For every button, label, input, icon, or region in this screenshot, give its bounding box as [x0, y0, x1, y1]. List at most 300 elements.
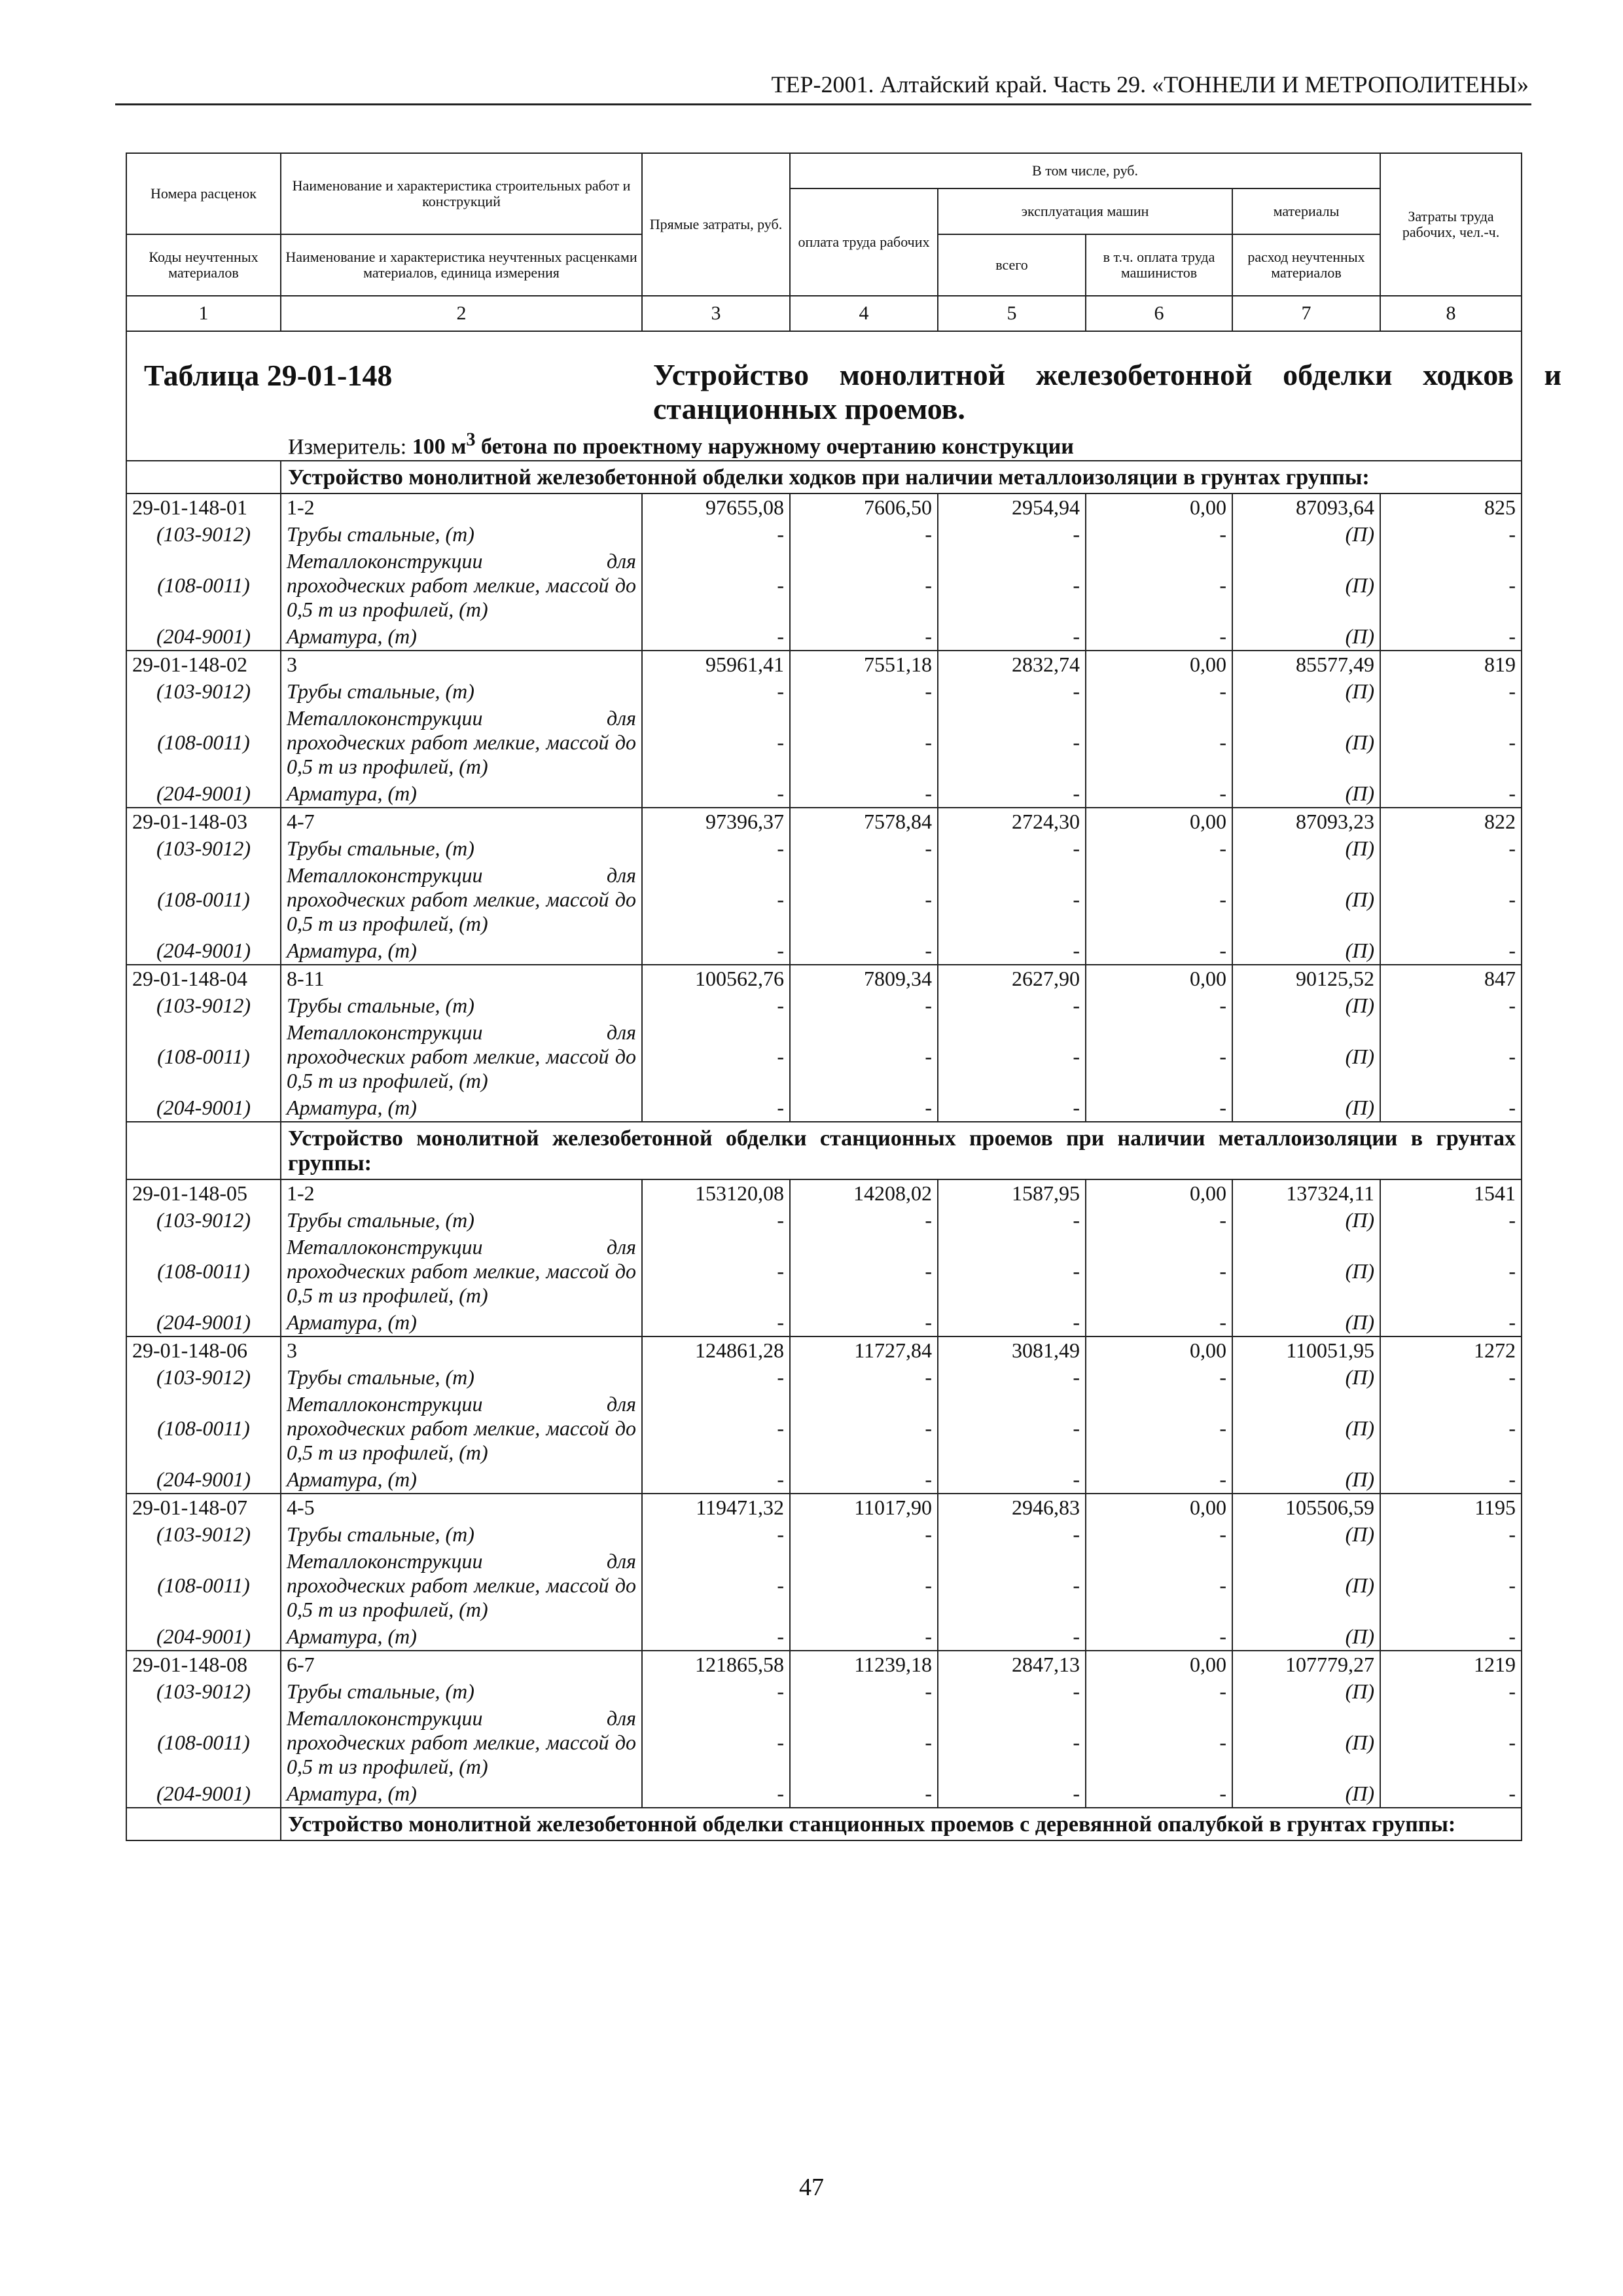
material-dash: -: [1086, 548, 1232, 623]
header-work-name: Наименование и характеристика строительных работ и конструкций: [281, 153, 642, 234]
material-name: Металлоконструкции для проходческих работ мелкие, массой до 0,5 т из профилей, (т): [281, 1705, 642, 1780]
material-row: [126, 521, 1522, 548]
material-code: (103-9012): [126, 992, 281, 1019]
material-row: [126, 1623, 1522, 1651]
material-row: [126, 1780, 1522, 1808]
material-name: Арматура, (т): [281, 1309, 642, 1336]
material-dash: -: [938, 1207, 1086, 1234]
header-machinists-pay: в т.ч. оплата труда машинистов: [1086, 234, 1232, 296]
column-numbers-row: [126, 296, 1522, 331]
material-row: [126, 1019, 1522, 1094]
material-dash: -: [642, 1234, 790, 1309]
material-row: [126, 862, 1522, 937]
material-dash: -: [642, 1094, 790, 1122]
material-dash: -: [790, 862, 938, 937]
material-dash: -: [790, 623, 938, 651]
material-name: Металлоконструкции для проходческих работ мелкие, массой до 0,5 т из профилей, (т): [281, 1234, 642, 1309]
material-code: (103-9012): [126, 1207, 281, 1234]
machines-total-value: 2946,83: [938, 1494, 1086, 1521]
rate-row: [126, 965, 1522, 992]
material-dash: -: [790, 1466, 938, 1494]
machinists-pay-value: 0,00: [1086, 808, 1232, 835]
material-dash: -: [1380, 705, 1522, 780]
worker-pay-value: 11239,18: [790, 1651, 938, 1678]
direct-costs-value: 124861,28: [642, 1336, 790, 1364]
table-title-cell: [126, 331, 1561, 461]
material-dash: -: [938, 1705, 1086, 1780]
material-row: [126, 1548, 1522, 1623]
labor-costs-value: 1272: [1380, 1336, 1522, 1364]
material-mark: (П): [1232, 1521, 1380, 1548]
material-dash: -: [642, 1391, 790, 1466]
material-mark: (П): [1232, 1207, 1380, 1234]
material-dash: -: [642, 705, 790, 780]
machines-total-value: 2954,94: [938, 493, 1086, 521]
material-dash: -: [938, 780, 1086, 808]
material-dash: -: [1086, 521, 1232, 548]
material-dash: -: [1086, 1678, 1232, 1705]
material-dash: -: [642, 937, 790, 965]
material-row: [126, 1234, 1522, 1309]
labor-costs-value: 847: [1380, 965, 1522, 992]
machines-total-value: 3081,49: [938, 1336, 1086, 1364]
section-title: Устройство монолитной железобетонной обделки станционных проемов при наличии металлоизоляции в грунтах группы:: [281, 1122, 1522, 1179]
material-dash: -: [938, 1466, 1086, 1494]
column-number: 3: [642, 296, 790, 331]
material-row: [126, 678, 1522, 705]
machines-total-value: 2847,13: [938, 1651, 1086, 1678]
material-dash: -: [1380, 521, 1522, 548]
material-dash: -: [938, 1623, 1086, 1651]
material-dash: -: [1380, 1678, 1522, 1705]
section-title-row: [126, 1122, 1522, 1179]
material-mark: (П): [1232, 1234, 1380, 1309]
material-mark: (П): [1232, 1364, 1380, 1391]
material-row: [126, 705, 1522, 780]
table-unit: [288, 430, 1074, 459]
machinists-pay-value: 0,00: [1086, 1494, 1232, 1521]
material-dash: -: [1086, 835, 1232, 862]
header-materials: материалы: [1232, 188, 1380, 234]
rate-code: 29-01-148-03: [126, 808, 281, 835]
material-mark: (П): [1232, 1623, 1380, 1651]
material-row: [126, 548, 1522, 623]
material-dash: -: [790, 1364, 938, 1391]
material-dash: -: [790, 992, 938, 1019]
material-name: Металлоконструкции для проходческих работ мелкие, массой до 0,5 т из профилей, (т): [281, 1391, 642, 1466]
machinists-pay-value: 0,00: [1086, 1651, 1232, 1678]
material-row: [126, 1466, 1522, 1494]
material-code: (108-0011): [126, 705, 281, 780]
machinists-pay-value: 0,00: [1086, 965, 1232, 992]
worker-pay-value: 7809,34: [790, 965, 938, 992]
material-name: Трубы стальные, (т): [281, 521, 642, 548]
direct-costs-value: 153120,08: [642, 1179, 790, 1207]
material-dash: -: [1380, 1521, 1522, 1548]
material-dash: -: [642, 835, 790, 862]
machinists-pay-value: 0,00: [1086, 651, 1232, 678]
material-mark: (П): [1232, 1548, 1380, 1623]
material-dash: -: [790, 1548, 938, 1623]
machines-total-value: 2724,30: [938, 808, 1086, 835]
material-dash: -: [642, 548, 790, 623]
material-mark: (П): [1232, 1780, 1380, 1808]
page-number: 47: [799, 2174, 824, 2201]
material-dash: -: [938, 1678, 1086, 1705]
material-mark: (П): [1232, 1391, 1380, 1466]
material-dash: -: [938, 1521, 1086, 1548]
material-code: (103-9012): [126, 1521, 281, 1548]
rate-row: [126, 1651, 1522, 1678]
material-dash: -: [1086, 1309, 1232, 1336]
material-code: (204-9001): [126, 1466, 281, 1494]
material-row: [126, 780, 1522, 808]
materials-value: 105506,59: [1232, 1494, 1380, 1521]
material-name: Металлоконструкции для проходческих работ мелкие, массой до 0,5 т из профилей, (т): [281, 1019, 642, 1094]
material-dash: -: [1380, 1309, 1522, 1336]
rate-soil-group: 4-7: [281, 808, 642, 835]
material-code: (108-0011): [126, 1234, 281, 1309]
material-dash: -: [790, 678, 938, 705]
material-code: (103-9012): [126, 678, 281, 705]
header-labor-costs: Затраты труда рабочих, чел.-ч.: [1380, 153, 1522, 296]
material-mark: (П): [1232, 1094, 1380, 1122]
material-dash: -: [938, 1364, 1086, 1391]
page-header: [115, 69, 1531, 105]
material-code: (204-9001): [126, 1623, 281, 1651]
rate-soil-group: 1-2: [281, 1179, 642, 1207]
material-mark: (П): [1232, 623, 1380, 651]
material-dash: -: [938, 937, 1086, 965]
material-dash: -: [790, 1094, 938, 1122]
material-mark: (П): [1232, 548, 1380, 623]
labor-costs-value: 1219: [1380, 1651, 1522, 1678]
material-name: Арматура, (т): [281, 1780, 642, 1808]
section-spacer: [126, 1122, 281, 1179]
worker-pay-value: 7578,84: [790, 808, 938, 835]
labor-costs-value: 825: [1380, 493, 1522, 521]
direct-costs-value: 95961,41: [642, 651, 790, 678]
material-code: (204-9001): [126, 623, 281, 651]
material-dash: -: [790, 1623, 938, 1651]
materials-value: 87093,23: [1232, 808, 1380, 835]
material-name: Трубы стальные, (т): [281, 1207, 642, 1234]
column-number: 8: [1380, 296, 1522, 331]
material-dash: -: [642, 678, 790, 705]
materials-value: 110051,95: [1232, 1336, 1380, 1364]
material-dash: -: [790, 1521, 938, 1548]
material-dash: -: [642, 1623, 790, 1651]
material-dash: -: [790, 1705, 938, 1780]
material-dash: -: [938, 1391, 1086, 1466]
material-dash: -: [1086, 1019, 1232, 1094]
material-row: [126, 835, 1522, 862]
material-dash: -: [1086, 1466, 1232, 1494]
material-dash: -: [1380, 1705, 1522, 1780]
worker-pay-value: 7606,50: [790, 493, 938, 521]
material-dash: -: [938, 548, 1086, 623]
material-row: [126, 992, 1522, 1019]
material-name: Трубы стальные, (т): [281, 992, 642, 1019]
material-dash: -: [1380, 835, 1522, 862]
rate-soil-group: 3: [281, 1336, 642, 1364]
rate-row: [126, 1179, 1522, 1207]
column-number: 1: [126, 296, 281, 331]
material-row: [126, 1678, 1522, 1705]
materials-value: 85577,49: [1232, 651, 1380, 678]
material-dash: -: [642, 862, 790, 937]
material-dash: -: [1380, 1466, 1522, 1494]
material-dash: -: [642, 1705, 790, 1780]
material-dash: -: [642, 1548, 790, 1623]
material-code: (204-9001): [126, 780, 281, 808]
material-mark: (П): [1232, 937, 1380, 965]
direct-costs-value: 97655,08: [642, 493, 790, 521]
material-dash: -: [790, 548, 938, 623]
material-dash: -: [1380, 623, 1522, 651]
material-name: Арматура, (т): [281, 937, 642, 965]
labor-costs-value: 822: [1380, 808, 1522, 835]
unit-value: 100 $м^3$ бетона по проектному наружному очертанию конструкции: [412, 430, 1074, 459]
material-name: Металлоконструкции для проходческих работ мелкие, массой до 0,5 т из профилей, (т): [281, 862, 642, 937]
worker-pay-value: 14208,02: [790, 1179, 938, 1207]
rate-code: 29-01-148-04: [126, 965, 281, 992]
material-code: (204-9001): [126, 1780, 281, 1808]
direct-costs-value: 119471,32: [642, 1494, 790, 1521]
material-dash: -: [1086, 623, 1232, 651]
header-material-names: Наименование и характеристика неучтенных расценками материалов, единица измерения: [281, 234, 642, 296]
material-row: [126, 1705, 1522, 1780]
header-direct-costs: Прямые затраты, руб.: [642, 153, 790, 296]
material-name: Арматура, (т): [281, 623, 642, 651]
rate-code: 29-01-148-01: [126, 493, 281, 521]
machines-total-value: 2627,90: [938, 965, 1086, 992]
material-dash: -: [1380, 780, 1522, 808]
material-dash: -: [938, 1309, 1086, 1336]
material-dash: -: [1380, 862, 1522, 937]
material-name: Арматура, (т): [281, 1466, 642, 1494]
material-row: [126, 1094, 1522, 1122]
rates-table: [126, 152, 1561, 1841]
header-worker-pay: оплата труда рабочих: [790, 188, 938, 296]
material-dash: -: [790, 1019, 938, 1094]
material-dash: -: [938, 623, 1086, 651]
rate-soil-group: 3: [281, 651, 642, 678]
direct-costs-value: 100562,76: [642, 965, 790, 992]
labor-costs-value: 1541: [1380, 1179, 1522, 1207]
header-rate-number: Номера расценок: [126, 153, 281, 234]
machinists-pay-value: 0,00: [1086, 493, 1232, 521]
material-dash: -: [1380, 678, 1522, 705]
header-material-codes: Коды неучтенных материалов: [126, 234, 281, 296]
material-code: (204-9001): [126, 937, 281, 965]
column-number: 2: [281, 296, 642, 331]
material-dash: -: [642, 1309, 790, 1336]
material-dash: -: [1086, 1364, 1232, 1391]
material-dash: -: [1086, 1207, 1232, 1234]
material-row: [126, 623, 1522, 651]
material-row: [126, 1521, 1522, 1548]
section-title-row: [126, 461, 1522, 493]
rate-soil-group: 8-11: [281, 965, 642, 992]
material-dash: -: [1086, 1548, 1232, 1623]
material-dash: -: [1380, 1780, 1522, 1808]
material-dash: -: [1380, 1548, 1522, 1623]
material-dash: -: [790, 1207, 938, 1234]
material-row: [126, 1207, 1522, 1234]
material-dash: -: [938, 1234, 1086, 1309]
material-dash: -: [1380, 1207, 1522, 1234]
material-dash: -: [1380, 1391, 1522, 1466]
page-header-text: ТЕР-2001. Алтайский край. Часть 29. «ТОННЕЛИ И МЕТРОПОЛИТЕНЫ»: [771, 71, 1529, 98]
rate-soil-group: 4-5: [281, 1494, 642, 1521]
material-dash: -: [642, 521, 790, 548]
column-number: 7: [1232, 296, 1380, 331]
machinists-pay-value: 0,00: [1086, 1179, 1232, 1207]
material-dash: -: [642, 1678, 790, 1705]
material-row: [126, 1391, 1522, 1466]
material-dash: -: [642, 1780, 790, 1808]
material-dash: -: [1380, 548, 1522, 623]
material-name: Трубы стальные, (т): [281, 678, 642, 705]
material-dash: -: [1380, 937, 1522, 965]
material-name: Арматура, (т): [281, 1623, 642, 1651]
material-mark: (П): [1232, 1019, 1380, 1094]
material-dash: -: [938, 1780, 1086, 1808]
material-mark: (П): [1232, 678, 1380, 705]
material-name: Трубы стальные, (т): [281, 1521, 642, 1548]
materials-value: 90125,52: [1232, 965, 1380, 992]
column-number: 6: [1086, 296, 1232, 331]
section-spacer: [126, 461, 281, 493]
material-row: [126, 1364, 1522, 1391]
material-code: (108-0011): [126, 548, 281, 623]
material-mark: (П): [1232, 1466, 1380, 1494]
material-dash: -: [1086, 780, 1232, 808]
machines-total-value: 1587,95: [938, 1179, 1086, 1207]
labor-costs-value: 1195: [1380, 1494, 1522, 1521]
material-dash: -: [1086, 705, 1232, 780]
material-dash: -: [790, 937, 938, 965]
table-name: Устройство монолитной железобетонной обделки ходков и станционных проемов.: [653, 358, 1561, 425]
material-dash: -: [642, 1521, 790, 1548]
material-dash: -: [938, 992, 1086, 1019]
material-dash: -: [790, 705, 938, 780]
material-mark: (П): [1232, 992, 1380, 1019]
materials-value: 107779,27: [1232, 1651, 1380, 1678]
rate-code: 29-01-148-08: [126, 1651, 281, 1678]
material-dash: -: [1380, 1234, 1522, 1309]
material-dash: -: [642, 1364, 790, 1391]
material-dash: -: [1086, 862, 1232, 937]
section-title: Устройство монолитной железобетонной обделки ходков при наличии металлоизоляции в грунтах группы:: [281, 461, 1522, 493]
material-name: Трубы стальные, (т): [281, 1364, 642, 1391]
material-name: Арматура, (т): [281, 1094, 642, 1122]
rate-row: [126, 1336, 1522, 1364]
material-dash: -: [790, 521, 938, 548]
material-code: (103-9012): [126, 1364, 281, 1391]
materials-value: 137324,11: [1232, 1179, 1380, 1207]
materials-value: 87093,64: [1232, 493, 1380, 521]
material-code: (204-9001): [126, 1094, 281, 1122]
material-mark: (П): [1232, 1678, 1380, 1705]
rate-row: [126, 1494, 1522, 1521]
material-dash: -: [790, 835, 938, 862]
material-code: (108-0011): [126, 1391, 281, 1466]
labor-costs-value: 819: [1380, 651, 1522, 678]
material-dash: -: [790, 1309, 938, 1336]
rate-soil-group: 1-2: [281, 493, 642, 521]
material-dash: -: [642, 1466, 790, 1494]
material-dash: -: [1086, 992, 1232, 1019]
table-number: Таблица 29-01-148: [144, 359, 393, 392]
material-dash: -: [1380, 1019, 1522, 1094]
material-row: [126, 937, 1522, 965]
header-machines: эксплуатация машин: [938, 188, 1232, 234]
material-row: [126, 1309, 1522, 1336]
rate-code: 29-01-148-02: [126, 651, 281, 678]
material-dash: -: [642, 780, 790, 808]
material-mark: (П): [1232, 705, 1380, 780]
material-dash: -: [790, 1234, 938, 1309]
material-name: Металлоконструкции для проходческих работ мелкие, массой до 0,5 т из профилей, (т): [281, 1548, 642, 1623]
material-mark: (П): [1232, 521, 1380, 548]
material-dash: -: [790, 1678, 938, 1705]
section-title: Устройство монолитной железобетонной обделки станционных проемов с деревянной опалубкой в грунтах группы:: [281, 1808, 1522, 1840]
material-dash: -: [642, 1207, 790, 1234]
material-dash: -: [790, 780, 938, 808]
material-dash: -: [1380, 1094, 1522, 1122]
material-dash: -: [938, 521, 1086, 548]
column-number: 5: [938, 296, 1086, 331]
header-including: В том числе, руб.: [790, 153, 1380, 188]
material-dash: -: [642, 1019, 790, 1094]
material-mark: (П): [1232, 835, 1380, 862]
material-mark: (П): [1232, 1309, 1380, 1336]
material-code: (108-0011): [126, 1705, 281, 1780]
material-dash: -: [1086, 1391, 1232, 1466]
material-dash: -: [642, 623, 790, 651]
material-dash: -: [790, 1780, 938, 1808]
material-dash: -: [1086, 1234, 1232, 1309]
material-dash: -: [1086, 937, 1232, 965]
material-mark: (П): [1232, 862, 1380, 937]
material-dash: -: [1086, 1623, 1232, 1651]
rate-row: [126, 808, 1522, 835]
material-code: (108-0011): [126, 1019, 281, 1094]
column-number: 4: [790, 296, 938, 331]
direct-costs-value: 97396,37: [642, 808, 790, 835]
table-title-row: [126, 331, 1522, 461]
rate-code: 29-01-148-07: [126, 1494, 281, 1521]
material-mark: (П): [1232, 1705, 1380, 1780]
rate-soil-group: 6-7: [281, 1651, 642, 1678]
material-dash: -: [1380, 1623, 1522, 1651]
material-code: (103-9012): [126, 1678, 281, 1705]
material-mark: (П): [1232, 780, 1380, 808]
material-dash: -: [1380, 992, 1522, 1019]
material-code: (204-9001): [126, 1309, 281, 1336]
section-title-row: [126, 1808, 1522, 1840]
material-dash: -: [938, 1094, 1086, 1122]
rate-row: [126, 651, 1522, 678]
material-name: Металлоконструкции для проходческих работ мелкие, массой до 0,5 т из профилей, (т): [281, 548, 642, 623]
rate-row: [126, 493, 1522, 521]
material-dash: -: [790, 1391, 938, 1466]
material-name: Трубы стальные, (т): [281, 1678, 642, 1705]
material-dash: -: [1086, 678, 1232, 705]
material-code: (103-9012): [126, 521, 281, 548]
